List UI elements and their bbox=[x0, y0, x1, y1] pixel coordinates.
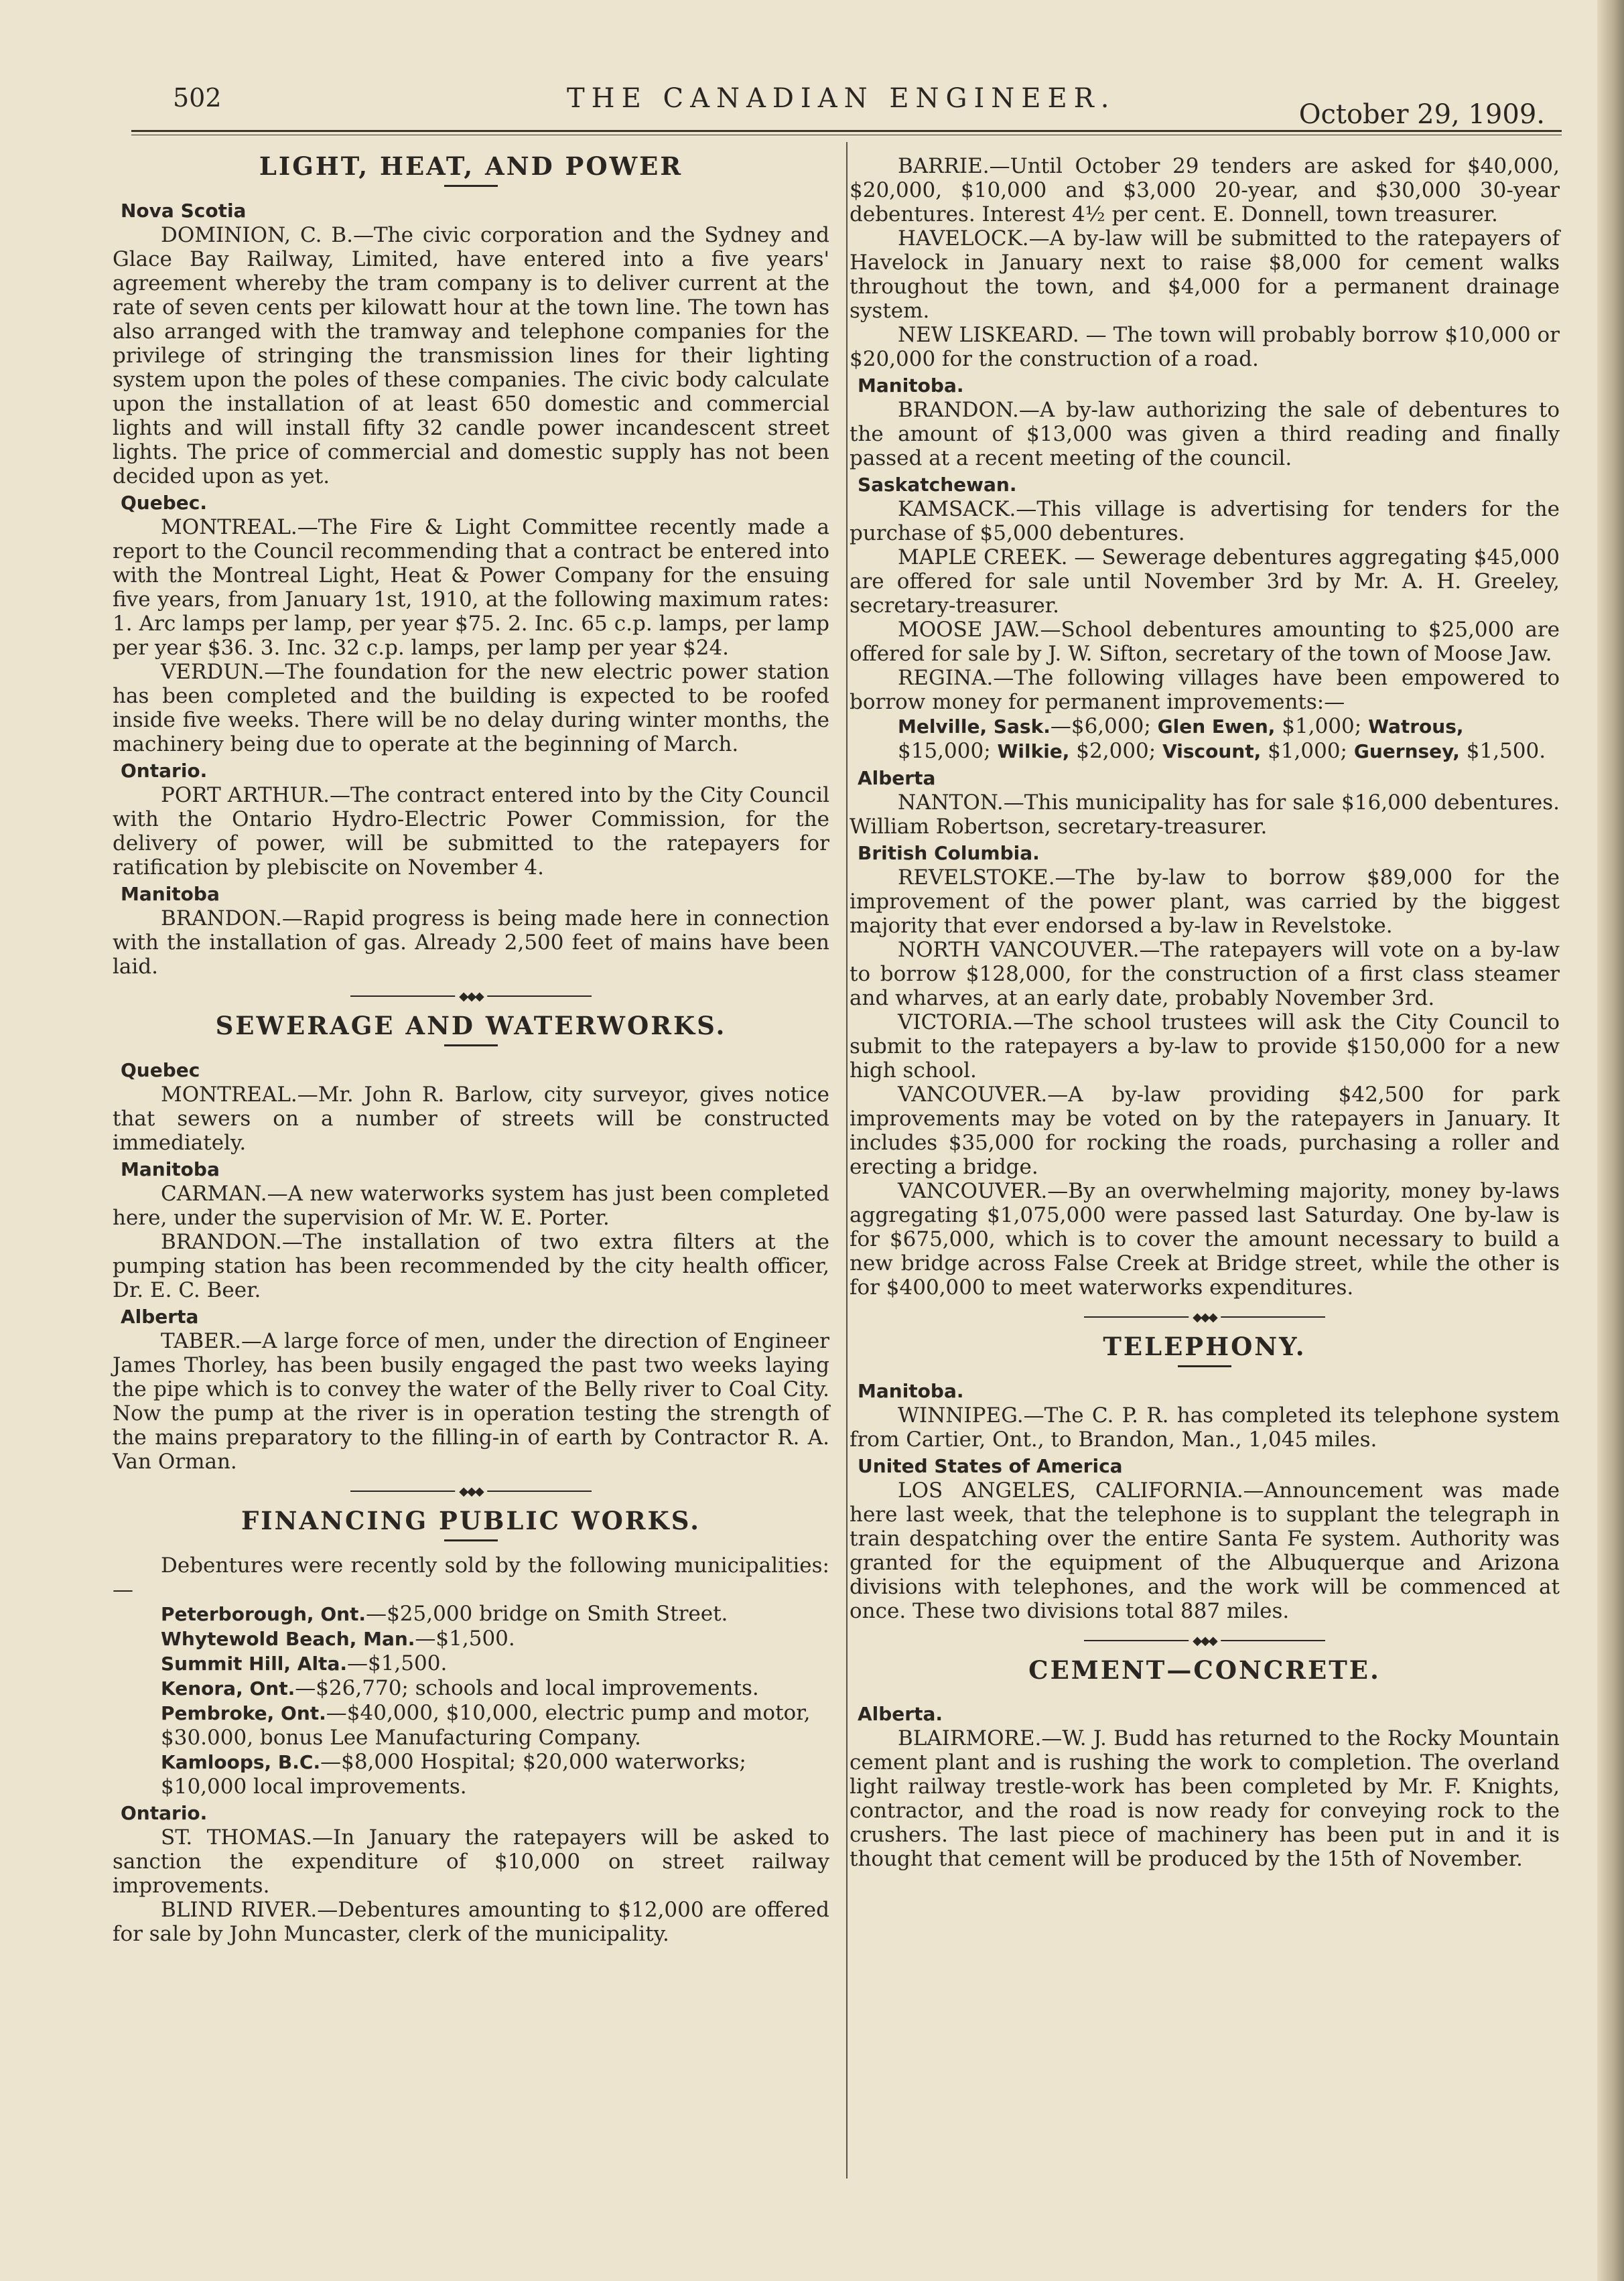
region-heading: Ontario. bbox=[121, 760, 208, 782]
item-text: $1,000; bbox=[1275, 714, 1369, 738]
article-paragraph: REGINA.—The following villages have been empowered to borrow money for permanent improvements:— bbox=[850, 666, 1560, 714]
page-edge bbox=[1597, 0, 1624, 2281]
place-name: Melville, Sask. bbox=[898, 715, 1051, 738]
place-name: Whytewold Beach, Man. bbox=[161, 1628, 415, 1650]
item-text: —$40,000, $10,000, electric pump and motor, $30.000, bonus Lee Manufacturing Company. bbox=[161, 1701, 811, 1750]
item-text: —$25,000 bridge on Smith Street. bbox=[366, 1602, 728, 1626]
region-heading: Alberta bbox=[858, 767, 936, 789]
article-paragraph: KAMSACK.—This village is advertising for tenders for the purchase of $5,000 debentures. bbox=[850, 497, 1560, 545]
article-paragraph: BRANDON.—The installation of two extra filters at the pumping station has been recommended by the city health officer, Dr. E. C. Beer. bbox=[113, 1230, 829, 1302]
place-name: Guernsey, bbox=[1353, 740, 1460, 762]
article-paragraph: VICTORIA.—The school trustees will ask the City Council to submit to the ratepayers a by-law to provide $150,000 for a new high school. bbox=[850, 1010, 1560, 1083]
ornament-divider bbox=[350, 991, 592, 1001]
place-name: Watrous, bbox=[1368, 715, 1464, 738]
place-name: Viscount, bbox=[1162, 740, 1262, 762]
debenture-item bbox=[161, 1627, 829, 1651]
region-heading: Manitoba. bbox=[858, 374, 964, 397]
article-paragraph: WINNIPEG.—The C. P. R. has completed its telephone system from Cartier, Ont., to Brandon, Man., 1,045 miles. bbox=[850, 1403, 1560, 1452]
article-paragraph: NANTON.—This municipality has for sale $16,000 debentures. William Robertson, secretary-treasurer. bbox=[850, 790, 1560, 839]
region-heading: Nova Scotia bbox=[121, 200, 247, 222]
article-paragraph: MONTREAL.—Mr. John R. Barlow, city surveyor, gives notice that sewers on a number of streets will be constructed immediately. bbox=[113, 1083, 829, 1155]
article-paragraph: VERDUN.—The foundation for the new electric power station has been completed and the building is expected to be roofed inside five weeks. There will be no delay during winter months, the machinery being due to operate at the beginning of March. bbox=[113, 660, 829, 756]
debenture-item bbox=[161, 1602, 829, 1627]
place-name: Summit Hill, Alta. bbox=[161, 1653, 347, 1675]
article-paragraph: LOS ANGELES, CALIFORNIA.—Announcement was made here last week, that the telephone is to supplant the telegraph in train despatching over the entire Santa Fe system. Authority was granted for the equipment of the Albuquerque and Arizona divisions with telephones, and the work will be commenced at once. These two divisions total 887 miles. bbox=[850, 1478, 1560, 1623]
debenture-item bbox=[161, 1676, 829, 1701]
section-title-sewerage: SEWERAGE AND WATERWORKS. bbox=[215, 1011, 727, 1040]
place-name: Peterborough, Ont. bbox=[161, 1603, 366, 1625]
ornament-divider bbox=[350, 1486, 592, 1497]
region-heading: Manitoba. bbox=[858, 1380, 964, 1402]
place-name: Glen Ewen, bbox=[1157, 715, 1276, 738]
article-paragraph: Debentures were recently sold by the following municipalities:— bbox=[113, 1553, 829, 1602]
article-paragraph: HAVELOCK.—A by-law will be submitted to the ratepayers of Havelock in January next to raise $8,000 for cement walks throughout the town, and $4,000 for a permanent drainage system. bbox=[850, 226, 1560, 323]
item-text: $2,000; bbox=[1069, 739, 1163, 763]
region-heading: Quebec. bbox=[121, 492, 207, 514]
article-paragraph: PORT ARTHUR.—The contract entered into by the City Council with the Ontario Hydro-Electric Power Commission, for the delivery of power, will be submitted to the ratepayers for ratification by plebiscite on November 4. bbox=[113, 783, 829, 880]
column-divider bbox=[846, 142, 848, 2179]
article-paragraph: BRANDON.—A by-law authorizing the sale of debentures to the amount of $13,000 was given a third reading and finally passed at a recent meeting of the council. bbox=[850, 398, 1560, 470]
article-paragraph: NEW LISKEARD. — The town will probably borrow $10,000 or $20,000 for the construction of a road. bbox=[850, 323, 1560, 371]
section-title-financing: FINANCING PUBLIC WORKS. bbox=[241, 1506, 701, 1535]
regina-village-list bbox=[898, 714, 1560, 764]
region-heading: Manitoba bbox=[121, 883, 220, 905]
article-paragraph: BRANDON.—Rapid progress is being made here in connection with the installation of gas. Already 2,500 feet of mains have been laid. bbox=[113, 906, 829, 979]
region-heading: British Columbia. bbox=[858, 842, 1040, 864]
item-text: $1,000; bbox=[1261, 739, 1354, 763]
region-heading: Alberta bbox=[121, 1306, 199, 1328]
article-paragraph: NORTH VANCOUVER.—The ratepayers will vote on a by-law to borrow $128,000, for the construction of a first class steamer and wharves, at an early date, probably November 3rd. bbox=[850, 938, 1560, 1010]
article-paragraph: TABER.—A large force of men, under the direction of Engineer James Thorley, has been busily engaged the past two weeks laying the pipe which is to convey the water of the Belly river to Coal City. Now the pump at the river is in operation testing the strength of the mains preparatory to the filling-in of earth by Contractor R. A. Van Orman. bbox=[113, 1329, 829, 1474]
section-title-telephony: TELEPHONY. bbox=[1103, 1332, 1306, 1361]
page-number: 502 bbox=[173, 83, 222, 113]
region-heading: United States of America bbox=[858, 1455, 1123, 1477]
title-rule bbox=[444, 185, 498, 187]
article-paragraph: MAPLE CREEK. — Sewerage debentures aggregating $45,000 are offered for sale until November 3rd by Mr. A. H. Greeley, secretary-treasurer. bbox=[850, 545, 1560, 618]
region-heading: Ontario. bbox=[121, 1802, 208, 1824]
debenture-item bbox=[161, 1750, 829, 1799]
article-paragraph: REVELSTOKE.—The by-law to borrow $89,000 for the improvement of the power plant, was carried by the biggest majority that ever endorsed a by-law in Revelstoke. bbox=[850, 866, 1560, 938]
place-name: Wilkie, bbox=[997, 740, 1070, 762]
item-text: —$1,500. bbox=[415, 1627, 515, 1651]
section-title-cement: CEMENT—CONCRETE. bbox=[1028, 1655, 1381, 1685]
article-paragraph: ST. THOMAS.—In January the ratepayers will be asked to sanction the expenditure of $10,000 on street railway improvements. bbox=[113, 1825, 829, 1898]
article-paragraph: BLAIRMORE.—W. J. Budd has returned to the Rocky Mountain cement plant and is rushing the work to completion. The overland light railway trestle-work has been completed by Mr. F. Knights, contractor, and the road is now ready for conveying rock to the crushers. The last piece of machinery has been put in and it is thought that cement will be produced by the 15th of November. bbox=[850, 1726, 1560, 1871]
debenture-item bbox=[161, 1651, 829, 1676]
region-heading: Saskatchewan. bbox=[858, 474, 1017, 496]
article-paragraph: MONTREAL.—The Fire & Light Committee recently made a report to the Council recommending that a contract be entered into with the Montreal Light, Heat & Power Company for the ensuing five years, from January 1st, 1910, at the following maximum rates: 1. Arc lamps per lamp, per year $75. 2. Inc. 65 c.p. lamps, per lamp per year $36. 3. Inc. 32 c.p. lamps, per lamp per year $24. bbox=[113, 515, 829, 660]
item-text: $15,000; bbox=[898, 739, 998, 763]
article-paragraph: CARMAN.—A new waterworks system has just been completed here, under the supervision of Mr. W. E. Porter. bbox=[113, 1182, 829, 1230]
article-paragraph: BLIND RIVER.—Debentures amounting to $12,000 are offered for sale by John Muncaster, clerk of the municipality. bbox=[113, 1898, 829, 1946]
debenture-item bbox=[161, 1701, 829, 1750]
item-text: —$6,000; bbox=[1050, 714, 1158, 738]
article-paragraph: MOOSE JAW.—School debentures amounting to $25,000 are offered for sale by J. W. Sifton, secretary of the town of Moose Jaw. bbox=[850, 618, 1560, 666]
item-text: —$8,000 Hospital; $20,000 waterworks; $10,000 local improvements. bbox=[161, 1750, 746, 1799]
region-heading: Manitoba bbox=[121, 1158, 220, 1180]
issue-date: October 29, 1909. bbox=[1298, 99, 1545, 130]
left-column bbox=[113, 151, 829, 1946]
article-paragraph: VANCOUVER.—A by-law providing $42,500 for park improvements may be voted on by the ratepayers in January. It includes $35,000 for rocking the roads, purchasing a roller and erecting a bridge. bbox=[850, 1083, 1560, 1179]
title-rule bbox=[444, 1044, 498, 1046]
item-text: $1,500. bbox=[1459, 739, 1546, 763]
article-paragraph: DOMINION, C. B.—The civic corporation and the Sydney and Glace Bay Railway, Limited, have entered into a five years' agreement whereby the tram company is to deliver current at the rate of seven cents per kilowatt hour at the town line. The town has also arranged with the tramway and telephone companies for the privilege of stringing the transmission lines for their lighting system upon the poles of these companies. The civic body calculate upon the installation of at least 650 domestic and commercial lights and will install fifty 32 candle power incandescent street lights. The price of commercial and domestic supply has not been decided upon as yet. bbox=[113, 223, 829, 488]
article-paragraph: VANCOUVER.—By an overwhelming majority, money by-laws aggregating $1,075,000 were passed last Saturday. One by-law is for $675,000, which is to cover the amount necessary to build a new bridge across False Creek at Bridge street, while the other is for $400,000 to meet waterworks expenditures. bbox=[850, 1179, 1560, 1300]
place-name: Pembroke, Ont. bbox=[161, 1702, 326, 1724]
ornament-divider bbox=[1084, 1635, 1325, 1646]
place-name: Kenora, Ont. bbox=[161, 1677, 295, 1700]
journal-title: THE CANADIAN ENGINEER. bbox=[567, 83, 1116, 114]
region-heading: Alberta. bbox=[858, 1703, 943, 1725]
section-title-light-heat-power: LIGHT, HEAT, AND POWER bbox=[259, 151, 683, 181]
place-name: Kamloops, B.C. bbox=[161, 1751, 321, 1773]
item-text: —$1,500. bbox=[346, 1651, 448, 1675]
ornament-divider bbox=[1084, 1312, 1325, 1322]
title-rule bbox=[444, 1539, 498, 1541]
item-text: —$26,770; schools and local improvements. bbox=[295, 1676, 759, 1700]
right-column bbox=[850, 154, 1560, 1871]
header-rule bbox=[131, 130, 1562, 135]
region-heading: Quebec bbox=[121, 1059, 200, 1081]
article-paragraph: BARRIE.—Until October 29 tenders are asked for $40,000, $20,000, $10,000 and $3,000 20-year, and $30,000 30-year debentures. Interest 4½ per cent. E. Donnell, town treasurer. bbox=[850, 154, 1560, 226]
title-rule bbox=[1178, 1365, 1231, 1367]
